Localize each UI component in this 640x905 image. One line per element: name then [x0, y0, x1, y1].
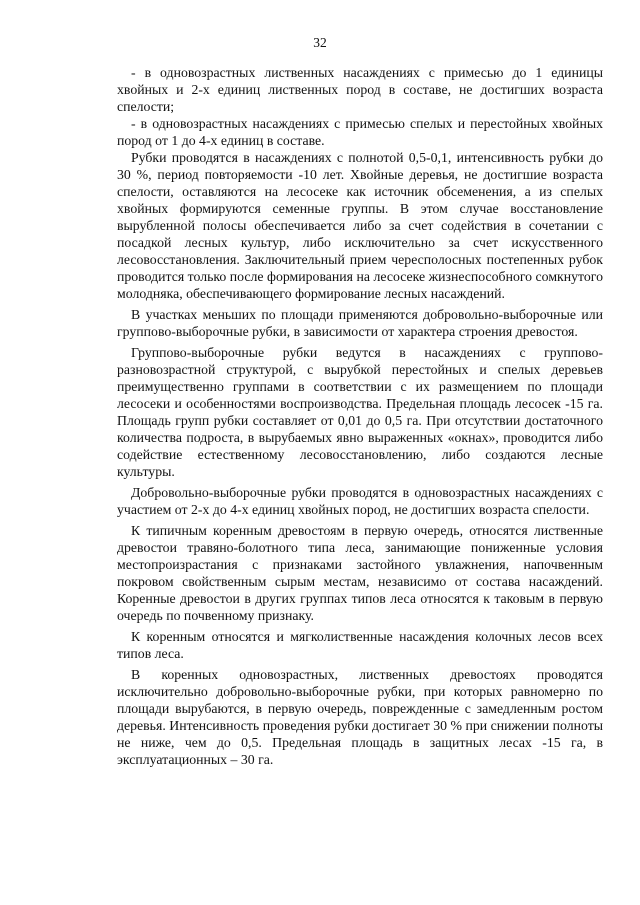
paragraph-5: Группово-выборочные рубки ведутся в насаждениях с группово-разновозрастной структурой, с вырубкой перестойных и спелых деревьев преимущественно группами в соответствии с их размещением по площади лесосеки и особенностями воспроизводства. Предельная площадь лесосек -15 га. Площадь групп рубки составляет от 0,01 до 0,5 га. При отсутствии достаточного количества подроста, в вырубаемых явно выраженных «окнах», проводится либо содействие естественному лесовосстановлению, либо создаются лесные культуры. [117, 345, 603, 479]
paragraph-8: К коренным относятся и мягколиственные насаждения колочных лесов всех типов леса. [117, 629, 603, 661]
paragraph-2: - в одновозрастных насаждениях с примесью спелых и перестойных хвойных пород от 1 до 4-х единиц в составе. [117, 116, 603, 148]
page-body [117, 64, 603, 768]
paragraph-3: Рубки проводятся в насаждениях с полнотой 0,5-0,1, интенсивность рубки до 30 %, период повторяемости -10 лет. Хвойные деревья, не достигшие возраста спелости, оставляются на лесосеке как источник обсеменения, а из спелых хвойных формируются семенные группы. В этом случае восстановление вырубленной полосы обеспечивается либо за счет содействия в сочетании с посадкой лесных культур, либо исключительно за счет искусственного лесовосстановления. Заключительный прием чересполосных постепенных рубок проводится только после формирования на лесосеке жизнеспособного сомкнутого молодняка, обеспечивающего формирование лесных насаждений. [117, 150, 603, 301]
paragraph-1: - в одновозрастных лиственных насаждениях с примесью до 1 единицы хвойных и 2-х единиц лиственных пород в составе, не достигших возраста спелости; [117, 65, 603, 114]
paragraph-9: В коренных одновозрастных, лиственных древостоях проводятся исключительно добровольно-выборочные рубки, при которых равномерно по площади вырубаются, в первую очередь, поврежденные с замедленным ростом деревья. Интенсивность проведения рубки достигает 30 % при снижении полноты не ниже, чем до 0,5. Предельная площадь в защитных лесах -15 га, в эксплуатационных – 30 га. [117, 667, 603, 767]
paragraph-4: В участках меньших по площади применяются добровольно-выборочные или группово-выборочные рубки, в зависимости от характера строения древостоя. [117, 307, 603, 339]
page-number: 32 [313, 35, 327, 50]
paragraph-6: Добровольно-выборочные рубки проводятся в одновозрастных насаждениях с участием от 2-х до 4-х единиц хвойных пород, не достигших возраста спелости. [117, 485, 603, 517]
paragraph-7: К типичным коренным древостоям в первую очередь, относятся лиственные древостои травяно-болотного типа леса, занимающие пониженные условия местопроизрастания с признаками застойного увлажнения, напочвенным покровом свойственным сырым местам, независимо от состава насаждений. Коренные древостои в других группах типов леса относятся к таковым в первую очередь по почвенному признаку. [117, 523, 603, 623]
